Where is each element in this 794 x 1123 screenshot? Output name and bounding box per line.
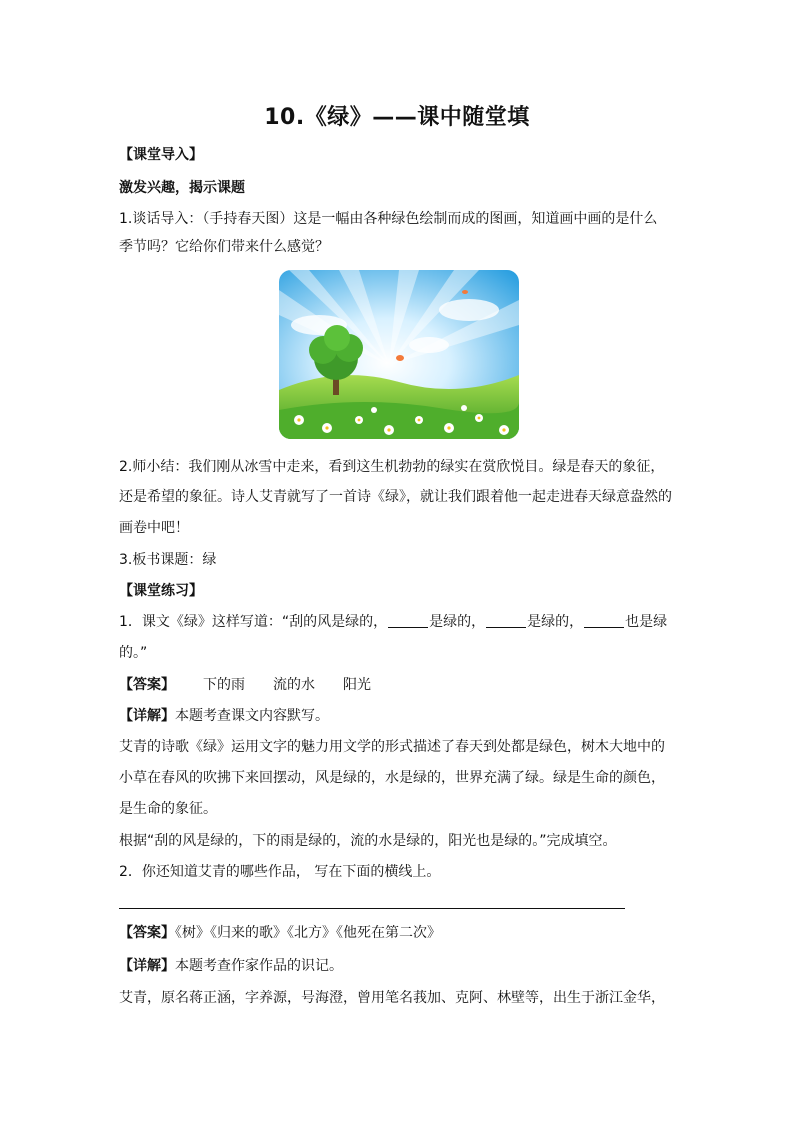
paragraph-line: 季节吗？它给你们带来什么感觉？ <box>119 239 329 255</box>
answer-line <box>119 923 679 943</box>
paragraph-line: 画卷中吧！ <box>119 520 189 536</box>
answer-line <box>119 675 679 695</box>
paragraph-line: 艾青，原名蒋正涵，字养源，号海澄，曾用笔名莪加、克阿、林壁等，出生于浙江金华， <box>119 990 665 1006</box>
question-text: 是绿的， <box>527 614 584 630</box>
page-title: 10.《绿》——课中随堂填 <box>264 105 530 130</box>
question-text: 也是绿 <box>625 614 668 630</box>
explain-line <box>119 956 679 976</box>
paragraph-line: 根据“刮的风是绿的，下的雨是绿的，流的水是绿的，阳光也是绿的。”完成填空。 <box>119 833 617 849</box>
fill-blank <box>388 613 428 628</box>
explain-label: 【详解】 <box>119 708 175 724</box>
question-text: 的。” <box>119 645 148 661</box>
question-text: 是绿的， <box>429 614 486 630</box>
question-text: 1．课文《绿》这样写道：“刮的风是绿的， <box>119 614 388 630</box>
answer-item: 流的水 <box>273 677 315 693</box>
paragraph-line: 艾青的诗歌《绿》运用文字的魅力用文学的形式描述了春天到处都是绿色，树木大地中的 <box>119 739 665 755</box>
spring-meadow-image <box>279 270 519 439</box>
paragraph-line: 2.师小结：我们刚从冰雪中走来，看到这生机勃勃的绿实在赏欣悦目。绿是春天的象征， <box>119 459 665 475</box>
fill-blank <box>584 613 624 628</box>
answer-label: 【答案】 <box>119 677 175 693</box>
section-header-practice: 【课堂练习】 <box>119 583 203 599</box>
explain-text: 本题考查作家作品的识记。 <box>175 958 343 974</box>
explain-text: 本题考查课文内容默写。 <box>175 708 329 724</box>
question-2: 2．你还知道艾青的哪些作品， 写在下面的横线上。 <box>119 864 441 880</box>
paragraph-line: 1.谈话导入：（手持春天图）这是一幅由各种绿色绘制而成的图画，知道画中画的是什么 <box>119 211 658 227</box>
paragraph-line: 是生命的象征。 <box>119 801 217 817</box>
paragraph-line: 小草在春风的吹拂下来回摆动，风是绿的，水是绿的，世界充满了绿。绿是生命的颜色， <box>119 770 665 786</box>
answer-item: 下的雨 <box>203 677 245 693</box>
paragraph-line: 3.板书课题：绿 <box>119 552 217 568</box>
answer-underline <box>119 908 625 909</box>
fill-blank <box>486 613 526 628</box>
explain-line <box>119 706 679 726</box>
section-header-intro: 【课堂导入】 <box>119 147 203 163</box>
answer-text: 《树》《归来的歌》《北方》《他死在第二次》 <box>175 925 441 941</box>
question-1 <box>119 612 679 632</box>
explain-label: 【详解】 <box>119 958 175 974</box>
spring-meadow-illustration-icon <box>279 270 519 439</box>
section-subheading: 激发兴趣，揭示课题 <box>119 180 245 196</box>
paragraph-line: 还是希望的象征。诗人艾青就写了一首诗《绿》，就让我们跟着他一起走进春天绿意盎然的 <box>119 489 672 505</box>
answer-label: 【答案】 <box>119 925 175 941</box>
answer-item: 阳光 <box>343 677 371 693</box>
